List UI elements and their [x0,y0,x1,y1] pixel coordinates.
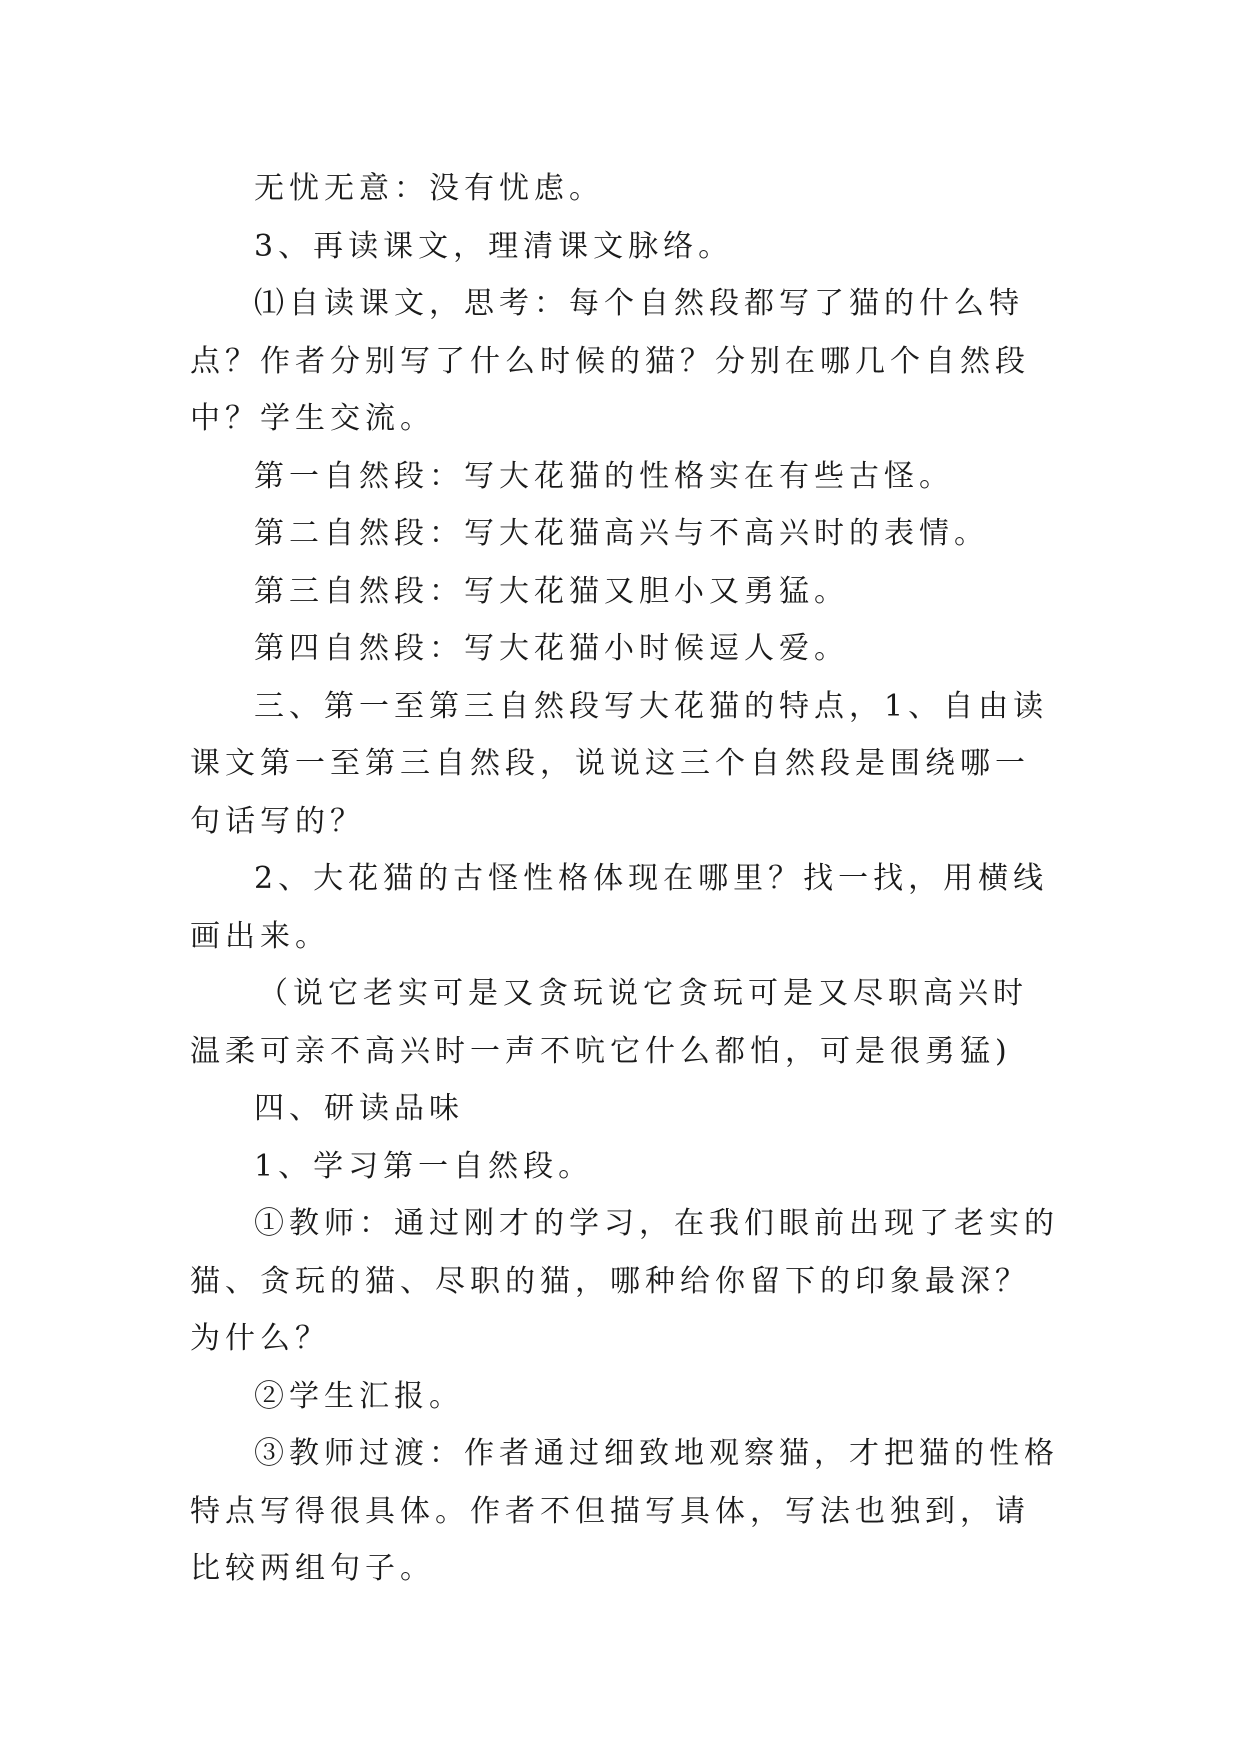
paragraph-section-2: 第二自然段：写大花猫高兴与不高兴时的表情。 [254,516,989,551]
paragraph-step-3: 3、再读课文，理清课文脉络。 [254,228,734,264]
paragraph-step-1: 1、学习第一自然段。 [254,1148,594,1184]
paragraph-part-four-heading: 四、研读品味 [254,1091,464,1126]
paragraph-part-three: 三、第一至第三自然段写大花猫的特点，1、自由读课文第一至第三自然段，说说这三个自然段是围绕哪一句话写的？ [190,688,1049,839]
paragraph-parenthetical: （说它老实可是又贪玩说它贪玩可是又尽职高兴时温柔可亲不高兴时一声不吭它什么都怕，可是很勇猛) [190,976,1028,1069]
paragraph-definition: 无忧无意：没有忧虑。 [254,171,604,206]
paragraph-step-2: 2、大花猫的古怪性格体现在哪里？找一找，用横线画出来。 [190,861,1049,954]
paragraph-student-report: ②学生汇报。 [254,1378,464,1414]
paragraph-section-1: 第一自然段：写大花猫的性格实在有些古怪。 [254,458,954,494]
paragraph-section-4: 第四自然段：写大花猫小时候逗人爱。 [254,631,849,666]
document-body [190,160,1062,1598]
paragraph-section-3: 第三自然段：写大花猫又胆小又勇猛。 [254,573,849,609]
paragraph-teacher-question: ①教师：通过刚才的学习，在我们眼前出现了老实的猫、贪玩的猫、尽职的猫，哪种给你留下的印象最深？为什么？ [190,1206,1059,1356]
paragraph-self-reading: ⑴自读课文，思考：每个自然段都写了猫的什么特点？作者分别写了什么时候的猫？分别在哪几个自然段中？学生交流。 [190,286,1030,436]
paragraph-teacher-transition: ③教师过渡：作者通过细致地观察猫，才把猫的性格特点写得很具体。作者不但描写具体，写法也独到，请比较两组句子。 [190,1436,1059,1586]
